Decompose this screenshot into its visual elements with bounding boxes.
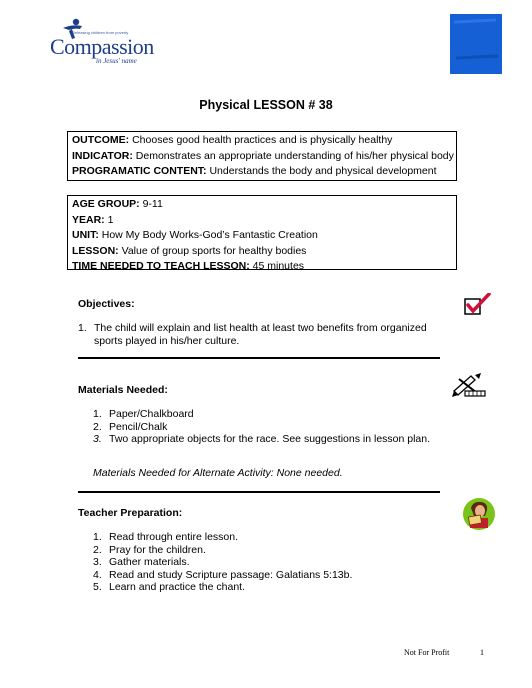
materials-list [93, 408, 430, 446]
teacher-preparation-heading: Teacher Preparation: [78, 507, 183, 519]
list-item: 3. Gather materials. [93, 556, 190, 568]
list-item: 4. Read and study Scripture passage: Galatians 5:13b. [93, 568, 353, 581]
section-divider [78, 357, 440, 359]
logo-tagline: Releasing children from poverty [72, 30, 129, 35]
list-item: 1. Read through entire lesson. [93, 531, 238, 543]
section-divider [78, 491, 440, 493]
objectives-list [78, 322, 438, 347]
preparation-list [93, 531, 352, 594]
outcome-box [67, 131, 457, 181]
list-item: 2. Pencil/Chalk [93, 420, 168, 433]
compassion-logo [50, 18, 170, 68]
time-needed-row: TIME NEEDED TO TEACH LESSON: 45 minutes [72, 260, 305, 272]
list-item: 5. Learn and practice the chant. [93, 581, 246, 593]
logo-wordmark: Compassion [50, 34, 154, 59]
age-group-row: AGE GROUP: 9-11 [72, 198, 163, 210]
footer-not-for-profit: Not For Profit [404, 648, 450, 657]
unit-row: UNIT: How My Body Works-God’s Fantastic Creation [72, 229, 318, 241]
brand-color-block [450, 14, 502, 74]
lesson-info-box [67, 195, 457, 270]
alternate-materials-note: Materials Needed for Alternate Activity: None needed. [93, 467, 343, 479]
list-item: 1. Paper/Chalkboard [93, 408, 194, 420]
teacher-reading-icon [461, 496, 497, 532]
outcome-row: OUTCOME: Chooses good health practices and is physically healthy [72, 134, 393, 146]
page-number: 1 [480, 648, 484, 657]
lesson-row: LESSON: Value of group sports for healthy bodies [72, 244, 307, 257]
list-item: 1. The child will explain and list health at least two benefits from organized sports played in his/her culture. [78, 322, 427, 347]
list-item: 3. Two appropriate objects for the race. See suggestions in lesson plan. [93, 433, 431, 445]
objectives-heading: Objectives: [78, 298, 135, 310]
year-row: YEAR: 1 [72, 213, 114, 226]
indicator-row: INDICATOR: Demonstrates an appropriate understanding of his/her physical body [72, 149, 454, 162]
pencil-tools-icon [451, 371, 487, 399]
programatic-content-row: PROGRAMATIC CONTENT: Understands the body and physical development [72, 165, 437, 177]
logo-subline: in Jesus' name [96, 57, 137, 65]
lesson-title: Physical LESSON # 38 [199, 98, 333, 112]
materials-heading: Materials Needed: [78, 384, 168, 396]
list-item: 2. Pray for the children. [93, 543, 206, 556]
checkbox-check-icon [463, 293, 491, 317]
